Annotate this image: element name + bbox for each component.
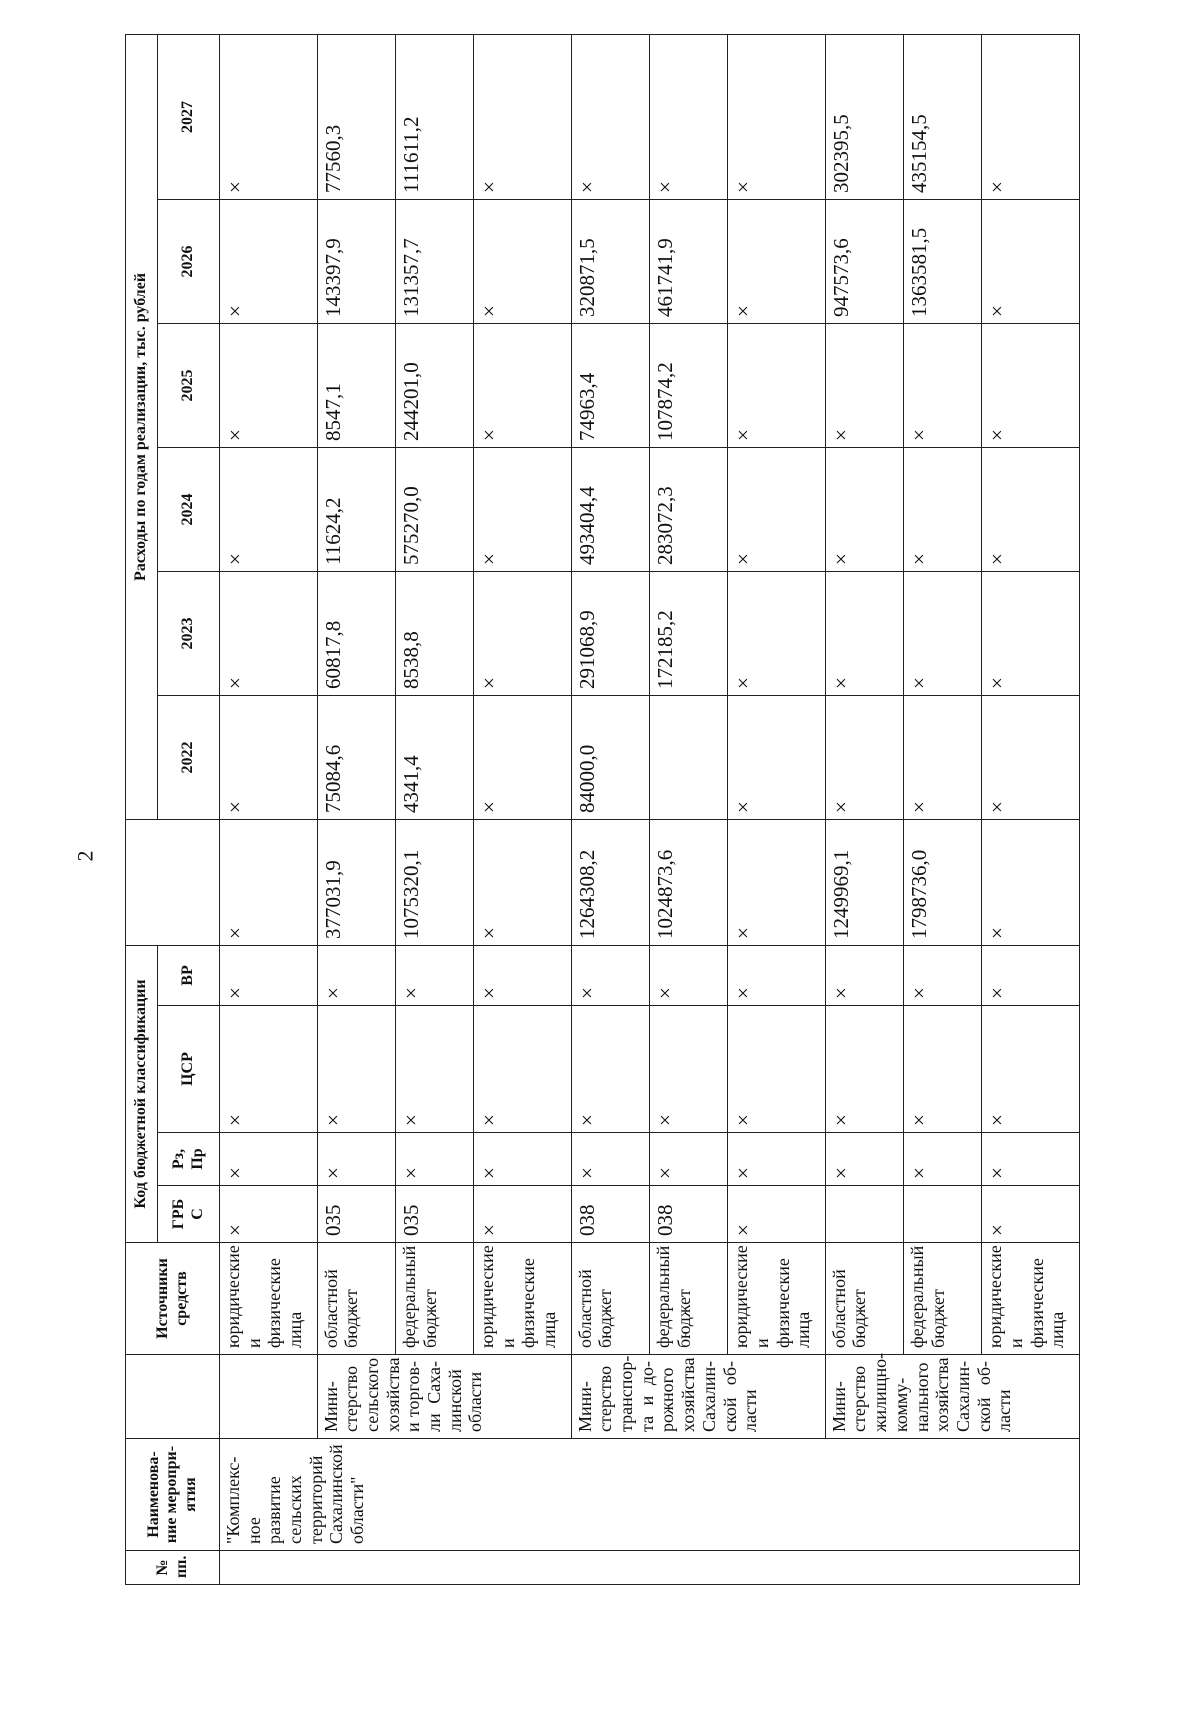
header-source: Источники средств [126, 1243, 220, 1355]
value-2023-cell: × [728, 571, 826, 695]
value-2024-cell: × [825, 447, 903, 571]
header-num: № пп. [126, 1551, 220, 1585]
grbs-cell: 038 [571, 1186, 649, 1243]
header-2025: 2025 [158, 323, 220, 447]
grbs-cell [825, 1186, 903, 1243]
value-2024-cell: × [474, 447, 572, 571]
grbs-cell: × [220, 1186, 318, 1243]
value-2024-cell: × [220, 447, 318, 571]
value-2022-cell: × [220, 695, 318, 819]
value-2022-cell: 84000,0 [571, 695, 649, 819]
value-2023-cell: × [220, 571, 318, 695]
header-2022: 2022 [158, 695, 220, 819]
total-cell: 1264308,2 [571, 819, 649, 945]
value-2026-cell: × [474, 199, 572, 323]
value-2023-cell: × [982, 571, 1080, 695]
value-2023-cell: 172185,2 [649, 571, 727, 695]
table-row [317, 34, 395, 1584]
total-cell: 1249969,1 [825, 819, 903, 945]
value-2025-cell: × [728, 323, 826, 447]
value-2026-cell: × [220, 199, 318, 323]
value-2022-cell: 4341,4 [395, 695, 473, 819]
vr-cell: × [220, 945, 318, 1005]
header-expenses-group: Расходы по годам реализации, тыс. рублей [126, 34, 158, 819]
table-row [728, 34, 826, 1584]
rzpr-cell: × [317, 1133, 395, 1186]
org-transport-cell: Мини-стерство транспор-та и до-рожного хозяйства Сахалин-ской об-ласти [571, 1355, 825, 1439]
org-housing-cell: Мини-стерство жилищно-комму-нального хозяйства Сахалин-ской об-ласти [825, 1355, 1079, 1439]
vr-cell: × [728, 945, 826, 1005]
value-2023-cell: 291068,9 [571, 571, 649, 695]
value-2024-cell: × [982, 447, 1080, 571]
value-2027-cell: 302395,5 [825, 34, 903, 199]
vr-cell: × [825, 945, 903, 1005]
org-agri-cell: Мини-стерство сельского хозяйства и торгов-ли Саха-линской области [317, 1355, 571, 1439]
value-2027-cell: × [474, 34, 572, 199]
csr-cell: × [904, 1006, 982, 1133]
value-2025-cell: 74963,4 [571, 323, 649, 447]
value-2027-cell: × [649, 34, 727, 199]
value-2027-cell: 111611,2 [395, 34, 473, 199]
activity-name-cell: "Комплекс-ное развитие сельских территорий Сахалинской области" [220, 1439, 1080, 1551]
value-2025-cell: × [904, 323, 982, 447]
table-row [825, 34, 903, 1584]
value-2025-cell: 8547,1 [317, 323, 395, 447]
vr-cell: × [649, 945, 727, 1005]
total-cell: × [728, 819, 826, 945]
table-row [649, 34, 727, 1584]
table-row [904, 34, 982, 1584]
table-row [220, 34, 318, 1584]
value-2023-cell: × [904, 571, 982, 695]
csr-cell: × [982, 1006, 1080, 1133]
rzpr-cell: × [474, 1133, 572, 1186]
value-2027-cell: × [728, 34, 826, 199]
value-2026-cell: 143397,9 [317, 199, 395, 323]
source-cell: юридические и физические лица [220, 1243, 318, 1355]
value-2027-cell: × [982, 34, 1080, 199]
grbs-cell: 038 [649, 1186, 727, 1243]
value-2026-cell: 947573,6 [825, 199, 903, 323]
value-2026-cell: × [728, 199, 826, 323]
grbs-cell: × [982, 1186, 1080, 1243]
header-grbs: ГРБ С [158, 1186, 220, 1243]
csr-cell: × [220, 1006, 318, 1133]
page-number [70, 838, 100, 874]
source-cell: юридические и физические лица [474, 1243, 572, 1355]
total-cell: 1024873,6 [649, 819, 727, 945]
budget-table [125, 34, 1080, 1585]
value-2027-cell: 435154,5 [904, 34, 982, 199]
value-2023-cell: × [474, 571, 572, 695]
source-cell: федеральный бюджет [395, 1243, 473, 1355]
csr-cell: × [649, 1006, 727, 1133]
rzpr-cell: × [395, 1133, 473, 1186]
csr-cell: × [474, 1006, 572, 1133]
value-2027-cell: × [571, 34, 649, 199]
value-2022-cell: × [904, 695, 982, 819]
header-rzpr: Рз, Пр [158, 1133, 220, 1186]
header-2027: 2027 [158, 34, 220, 199]
table-row [395, 34, 473, 1584]
vr-cell: × [474, 945, 572, 1005]
total-cell: 1798736,0 [904, 819, 982, 945]
header-org [126, 1355, 220, 1439]
rzpr-cell: × [571, 1133, 649, 1186]
value-2022-cell: × [982, 695, 1080, 819]
value-2023-cell: 8538,8 [395, 571, 473, 695]
vr-cell: × [982, 945, 1080, 1005]
value-2022-cell: 75084,6 [317, 695, 395, 819]
rzpr-cell: × [904, 1133, 982, 1186]
header-2024: 2024 [158, 447, 220, 571]
num-cell [220, 1551, 1080, 1585]
value-2024-cell: 493404,4 [571, 447, 649, 571]
value-2027-cell: × [220, 34, 318, 199]
source-cell: областной бюджет [825, 1243, 903, 1355]
value-2022-cell [649, 695, 727, 819]
source-cell: федеральный бюджет [904, 1243, 982, 1355]
rotated-table-container [125, 35, 1080, 1585]
total-cell: × [982, 819, 1080, 945]
value-2025-cell: × [220, 323, 318, 447]
value-2025-cell: 107874,2 [649, 323, 727, 447]
source-cell: федеральный бюджет [649, 1243, 727, 1355]
header-csr: ЦСР [158, 1006, 220, 1133]
value-2025-cell: × [982, 323, 1080, 447]
vr-cell: × [571, 945, 649, 1005]
value-2026-cell: 1363581,5 [904, 199, 982, 323]
header-name: Наименова-ние меропри-ятия [126, 1439, 220, 1551]
rzpr-cell: × [982, 1133, 1080, 1186]
grbs-cell: 035 [395, 1186, 473, 1243]
total-cell: 1075320,1 [395, 819, 473, 945]
value-2027-cell: 77560,3 [317, 34, 395, 199]
value-2025-cell: × [825, 323, 903, 447]
csr-cell: × [825, 1006, 903, 1133]
csr-cell: × [728, 1006, 826, 1133]
total-cell: × [220, 819, 318, 945]
value-2026-cell: 461741,9 [649, 199, 727, 323]
grbs-cell: 035 [317, 1186, 395, 1243]
rzpr-cell: × [825, 1133, 903, 1186]
source-cell: областной бюджет [317, 1243, 395, 1355]
value-2023-cell: 60817,8 [317, 571, 395, 695]
org-empty-cell [220, 1355, 318, 1439]
value-2026-cell: × [982, 199, 1080, 323]
value-2022-cell: × [825, 695, 903, 819]
value-2024-cell: × [904, 447, 982, 571]
csr-cell: × [571, 1006, 649, 1133]
value-2023-cell: × [825, 571, 903, 695]
table-body [220, 34, 1080, 1584]
rzpr-cell: × [728, 1133, 826, 1186]
total-cell: 377031,9 [317, 819, 395, 945]
value-2024-cell: 283072,3 [649, 447, 727, 571]
table-row [982, 34, 1080, 1584]
header-2023: 2023 [158, 571, 220, 695]
header-2026: 2026 [158, 199, 220, 323]
value-2022-cell: × [728, 695, 826, 819]
value-2026-cell: 320871,5 [571, 199, 649, 323]
value-2024-cell: 575270,0 [395, 447, 473, 571]
header-vr: ВР [158, 945, 220, 1005]
header-code-group: Код бюджетной классификации [126, 945, 158, 1242]
header-total-empty [126, 819, 220, 945]
value-2022-cell: × [474, 695, 572, 819]
total-cell: × [474, 819, 572, 945]
vr-cell: × [904, 945, 982, 1005]
value-2024-cell: × [728, 447, 826, 571]
rzpr-cell: × [649, 1133, 727, 1186]
page-number-text: 2 [72, 850, 97, 862]
grbs-cell: × [474, 1186, 572, 1243]
table-row [571, 34, 649, 1584]
csr-cell: × [395, 1006, 473, 1133]
grbs-cell: × [728, 1186, 826, 1243]
source-cell: областной бюджет [571, 1243, 649, 1355]
source-cell: юридические и физические лица [982, 1243, 1080, 1355]
value-2025-cell: 244201,0 [395, 323, 473, 447]
rzpr-cell: × [220, 1133, 318, 1186]
source-cell: юридические и физические лица [728, 1243, 826, 1355]
value-2026-cell: 131357,7 [395, 199, 473, 323]
value-2024-cell: 11624,2 [317, 447, 395, 571]
csr-cell: × [317, 1006, 395, 1133]
value-2025-cell: × [474, 323, 572, 447]
grbs-cell [904, 1186, 982, 1243]
table-row [474, 34, 572, 1584]
vr-cell: × [317, 945, 395, 1005]
vr-cell: × [395, 945, 473, 1005]
